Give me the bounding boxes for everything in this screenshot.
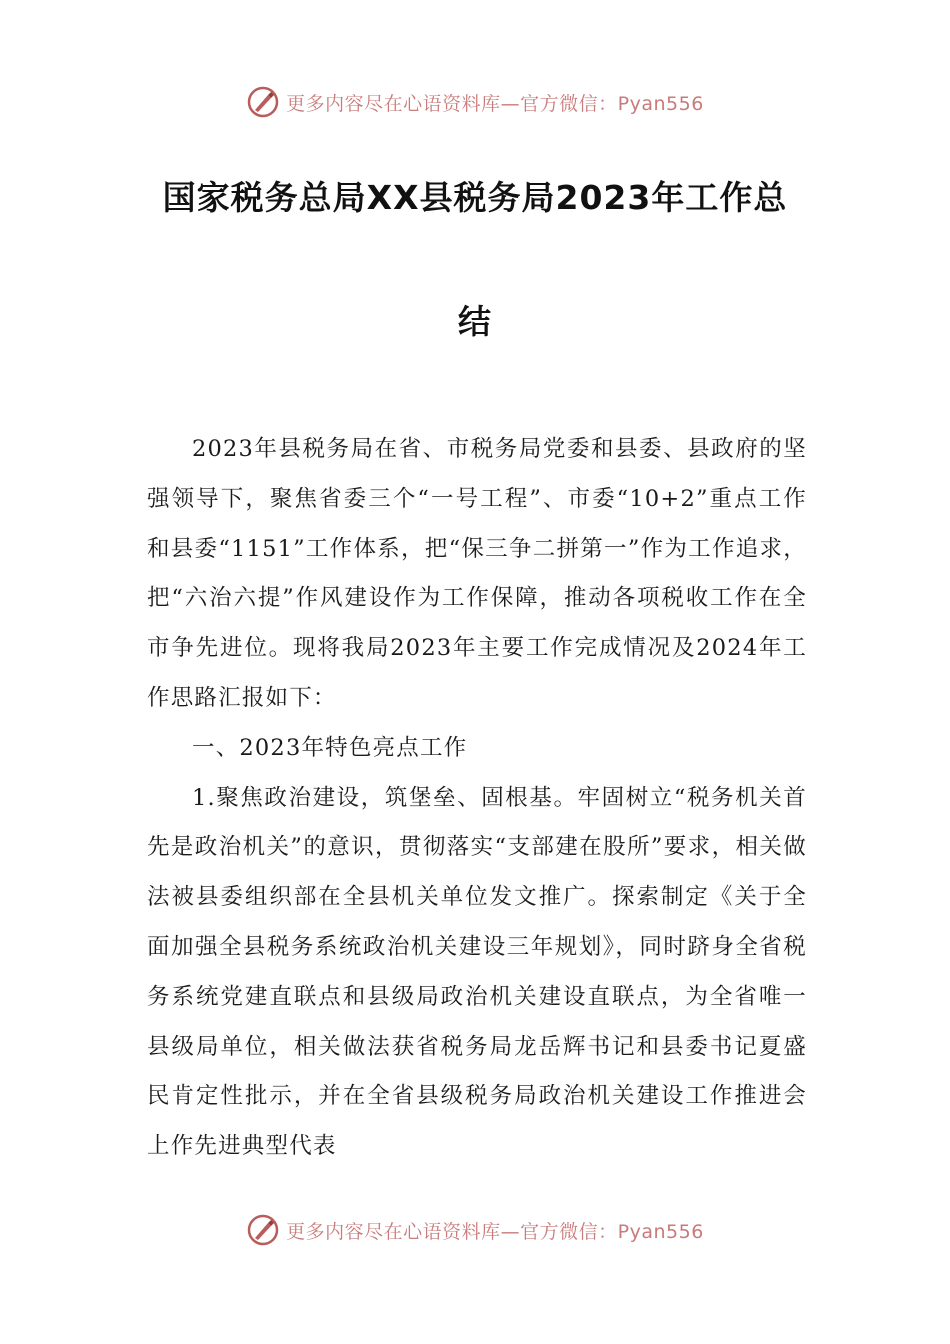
pen-seal-icon bbox=[246, 85, 280, 119]
paragraph-intro: 2023年县税务局在省、市税务局党委和县委、县政府的坚强领导下，聚焦省委三个“一号工程”、市委“10+2”重点工作和县委“1151”工作体系，把“保三争二拼第一”作为工作追求，把“六治六提”作风建设作为工作保障，推动各项税收工作在全市争先进位。现将我局2023年主要工作完成情况及2024年工作思路汇报如下： bbox=[147, 436, 807, 711]
document-title-line-2: 结 bbox=[458, 302, 492, 341]
section-heading: 一、2023年特色亮点工作 bbox=[192, 734, 468, 761]
pen-seal-icon bbox=[246, 1213, 280, 1247]
watermark-footer bbox=[0, 1210, 950, 1250]
document-body bbox=[147, 425, 807, 1172]
paragraph-item-1: 1.聚焦政治建设，筑堡垒、固根基。牢固树立“税务机关首先是政治机关”的意识，贯彻落实“支部建在股所”要求，相关做法被县委组织部在全县机关单位发文推广。探索制定《关于全面加强全县税务系统政治机关建设三年规划》，同时跻身全省税务系统党建直联点和县级局政治机关建设直联点，为全省唯一县级局单位，相关做法获省税务局龙岳辉书记和县委书记夏盛民肯定性批示，并在全省县级税务局政治机关建设工作推进会上作先进典型代表 bbox=[147, 784, 807, 1160]
watermark-text: 更多内容尽在心语资料库—官方微信：Pyan556 bbox=[286, 92, 704, 115]
watermark-header bbox=[0, 82, 950, 122]
document-title-line-1: 国家税务总局XX县税务局2023年工作总 bbox=[162, 178, 788, 217]
watermark-text: 更多内容尽在心语资料库—官方微信：Pyan556 bbox=[286, 1220, 704, 1243]
